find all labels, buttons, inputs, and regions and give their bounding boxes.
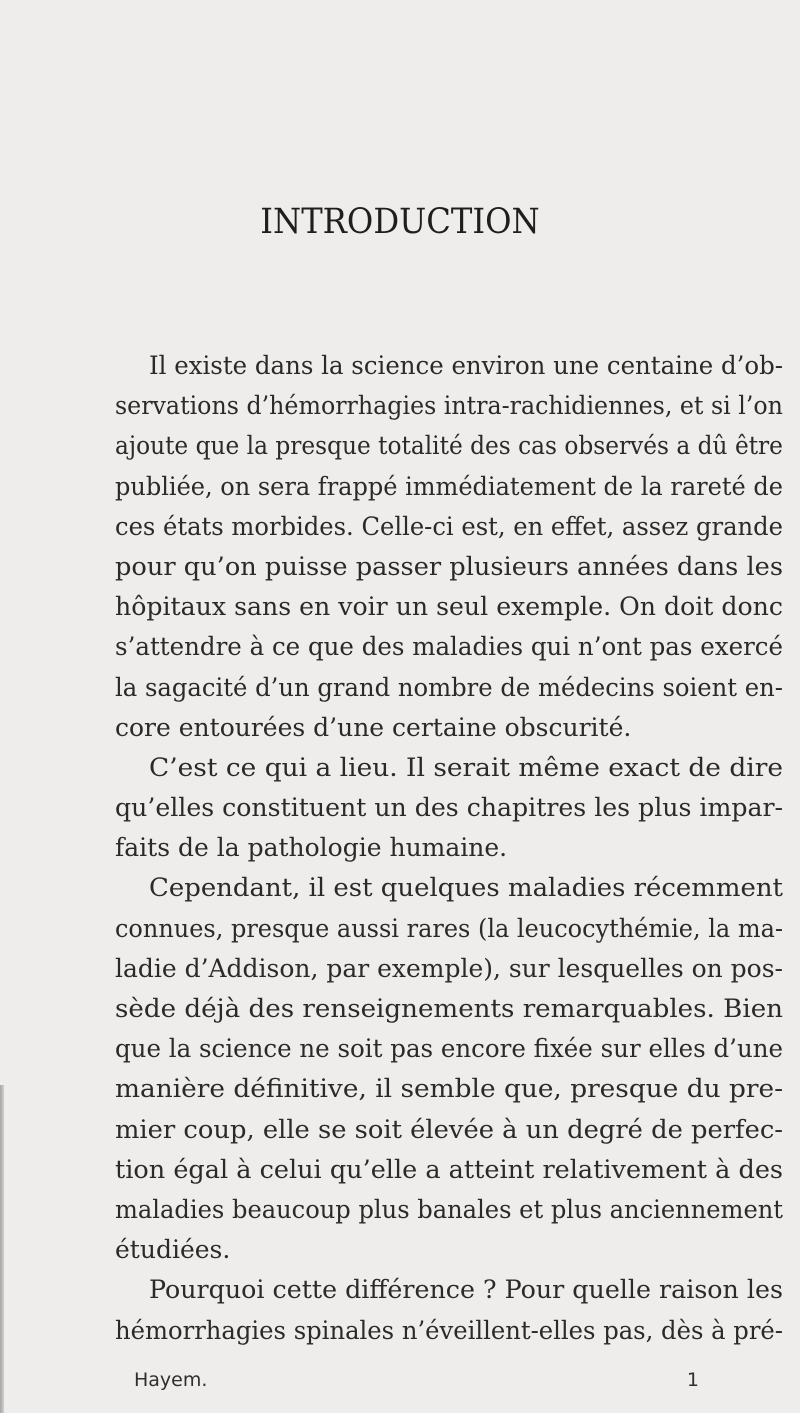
- page-binding-shadow: [0, 1085, 4, 1413]
- text-line: que la science ne soit pas encore fixée sur elles d’une: [115, 1034, 784, 1064]
- signature-mark: 1: [686, 1369, 699, 1391]
- text-line: C’est ce qui a lieu. Il serait même exact de dire: [149, 752, 783, 782]
- text-line: servations d’hémorrhagies intra-rachidiennes, et si l’on: [115, 391, 783, 421]
- text-line: sède déjà des renseignements remarquables. Bien: [115, 994, 783, 1023]
- text-line: ladie d’Addison, par exemple), sur lesquelles on pos-: [115, 953, 783, 983]
- text-line: ajoute que la presque totalité des cas observés a dû être: [115, 431, 783, 461]
- body-text: [115, 346, 800, 1351]
- text-line: étudiées.: [115, 1235, 231, 1265]
- text-line: core entourées d’une certaine obscurité.: [115, 712, 632, 742]
- text-line: Cependant, il est quelques maladies récemment: [149, 873, 783, 903]
- text-line: pour qu’on puisse passer plusieurs années dans les: [115, 551, 784, 581]
- text-line: la sagacité d’un grand nombre de médecins soient en-: [115, 672, 783, 702]
- text-line: s’attendre à ce que des maladies qui n’ont pas exercé: [115, 632, 783, 662]
- text-line: mier coup, elle se soit élevée à un degré de perfec-: [115, 1114, 783, 1144]
- text-line: publiée, on sera frappé immédiatement de la rareté de: [115, 471, 783, 501]
- text-line: faits de la pathologie humaine.: [115, 833, 508, 863]
- text-line: manière définitive, il semble que, presque du pre-: [115, 1074, 783, 1104]
- text-line: connues, presque aussi rares (la leucocythémie, la ma-: [115, 913, 784, 943]
- text-line: hémorrhagies spinales n’éveillent-elles pas, dès à pré-: [115, 1315, 783, 1345]
- text-line: Pourquoi cette différence ? Pour quelle raison les: [149, 1275, 783, 1305]
- text-line: hôpitaux sans en voir un seul exemple. On doit donc: [115, 592, 783, 622]
- text-line: ces états morbides. Celle-ci est, en effet, assez grande: [115, 511, 783, 541]
- chapter-title: INTRODUCTION: [260, 202, 540, 242]
- footer-author: Hayem.: [134, 1369, 208, 1391]
- text-line: Il existe dans la science environ une centaine d’ob-: [149, 351, 783, 380]
- text-line: tion égal à celui qu’elle a atteint relativement à des: [115, 1154, 784, 1184]
- text-line: qu’elles constituent un des chapitres les plus impar-: [115, 793, 784, 823]
- text-line: maladies beaucoup plus banales et plus anciennement: [115, 1194, 784, 1224]
